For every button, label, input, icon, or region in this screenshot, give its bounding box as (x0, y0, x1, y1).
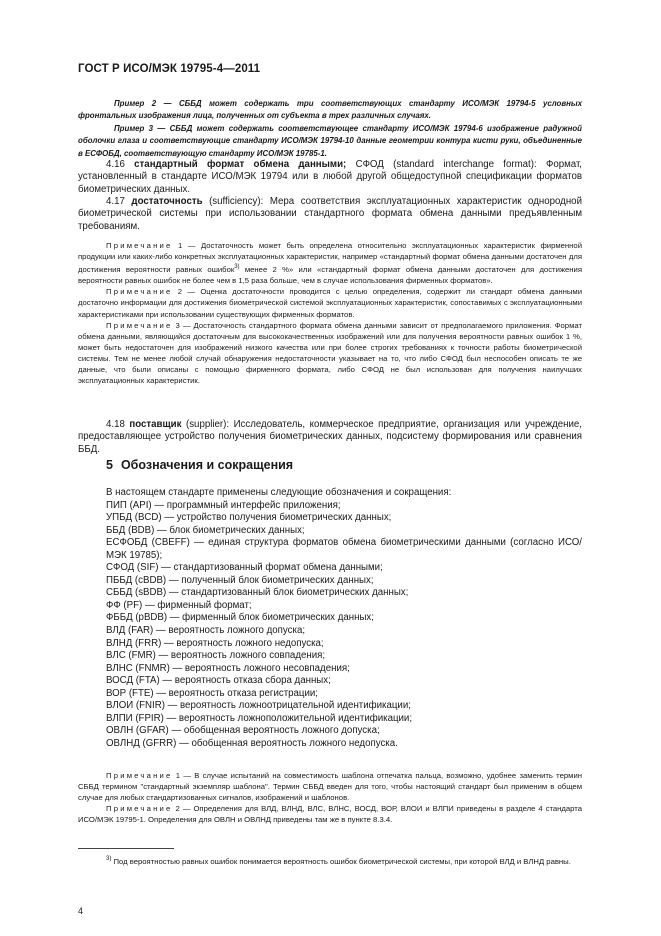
note-text: 2 — Определения для ВЛД, ВЛНД, ВЛС, ВЛНС, ВОСД, ВОР, ВЛОИ и ВЛПИ приведены в разделе 4 стандарта ИСО/МЭК 19795-1. Определения для ОВЛН и ОВЛНД приведены там же в пункте 8.3.4. (78, 804, 582, 825)
note-label: Примечание (106, 771, 173, 780)
list-item: ПББД (cBDB) — полученный блок биометрических данных; (106, 574, 374, 586)
list-item: ББД (BDB) — блок биометрических данных; (106, 524, 305, 536)
note-2 (78, 803, 582, 825)
note-1 (78, 770, 582, 803)
list-intro: В настоящем стандарте применены следующие обозначения и сокращения: (106, 487, 452, 498)
list-item: УПБД (BCD) — устройство получения биометрических данных; (106, 512, 392, 524)
list-item: ВЛНС (FNMR) — вероятность ложного несовпадения; (106, 662, 350, 674)
note-2 (78, 286, 582, 319)
term-4-18 (78, 419, 582, 456)
footnote-mark: 3) (106, 856, 112, 862)
footnote (78, 853, 582, 868)
term-definition: (supplier): Исследователь, коммерческое предприятие, организация или учреждение, предоставляющее устройство получения биометрических данных, подсистему формирования или сравнения ББД. (78, 419, 582, 455)
notes-4-17 (78, 240, 582, 386)
page-number: 4 (78, 906, 84, 916)
note-3 (78, 320, 582, 387)
note-label: Примечание (106, 241, 173, 250)
footnote-text: Под вероятностью равных ошибок понимается вероятность ошибок биометрической системы, при которой ВЛД и ВЛНД равны. (111, 857, 571, 866)
note-text: 3 — Достаточность стандартного формата обмена данными зависит от предполагаемого приложения. Формат обмена данными, являющийся достаточным для высококачественных изображений или для получения вероятности равных ошибок 1 %, может быть недостаточен для изображений низкого качества или при более строгих требованиях к точности работы биометрической системы. Тем не менее любой случай обнаружения недостаточности указывает на то, что либо СФОД был неспособен описать те же данные, что были описаны с помощью фирменного формата, либо СФОД не был использован для получения наилучших эксплуатационных характеристик. (78, 320, 582, 386)
term-name: поставщик (129, 419, 182, 430)
list-item: ВЛНД (FRR) — вероятность ложного недопуска; (106, 637, 324, 649)
list-item: ВЛПИ (FPIR) — вероятность ложноположительной идентификации; (106, 712, 413, 724)
abbreviations-list (78, 487, 582, 750)
note-1 (78, 240, 582, 286)
term-4-17 (78, 196, 582, 233)
list-item: ПИП (API) — программный интерфейс приложения; (106, 499, 341, 511)
list-item: ФФ (PF) — фирменный формат; (106, 599, 252, 611)
example-2: Пример 2 — СББД может содержать три соответствующих стандарту ИСО/МЭК 19794-5 условных фронтальных изображения лица, полученных от субъекта в трех различных случаях. (78, 99, 582, 121)
notes-section-5 (78, 770, 582, 825)
note-label: Примечание (106, 804, 173, 814)
note-label: Примечание (106, 287, 173, 297)
section-number: 5 (106, 458, 113, 472)
document-header: ГОСТ Р ИСО/МЭК 19795-4—2011 (78, 63, 261, 75)
list-item: ВЛД (FAR) — вероятность ложного допуска; (106, 625, 306, 637)
footnote-divider (78, 848, 174, 849)
note-text: 1 — В случае испытаний на совместимость шаблона отпечатка пальца, возможно, удобнее заменить термин СББД термином "стандартный экземпляр шаблона". Термин СББД введен для того, чтобы настоящий стандарт был применим в общем случае для любых стандартизованных сигналов, изображений и шаблонов. (78, 771, 582, 803)
section-heading (106, 458, 293, 472)
note-text: 1 — Достаточность может быть определена относительно эксплуатационных характеристик фирменной продукции или каких-либо конкретных эксплуатационных характеристик, например «стандартный формат обмена данными достаточен для достижения вероятности равных ошибок (78, 241, 582, 275)
note-text: 2 — Оценка достаточности проводится с целью определения, содержит ли стандарт обмена данными достаточно информации для достижения биометрической системой эксплуатационных характеристик, сопоставимых с эксплуатационными характеристиками при использовании существующих фирменных форматов. (78, 287, 582, 319)
list-item: ОВЛНД (GFRR) — обобщенная вероятность ложного недопуска. (106, 737, 398, 749)
list-item: ОВЛН (GFAR) — обобщенная вероятность ложного допуска; (106, 725, 380, 737)
term-number: 4.18 (106, 419, 125, 430)
term-definition: (sufficiency): Мера соответствия эксплуатационных характеристик однородной биометрической системы при использовании стандартного формата обмена данными предъявленным требованиям. (78, 196, 582, 232)
list-item: ВЛС (FMR) — вероятность ложного совпадения; (106, 650, 326, 662)
footnote-ref: 3) (234, 264, 240, 271)
list-item: ВЛОИ (FNIR) — вероятность ложноотрицательной идентификации; (106, 700, 411, 712)
list-item: ФББД (pBDB) — фирменный блок биометрических данных; (106, 612, 374, 624)
term-name: достаточность (131, 196, 203, 207)
list-item: СФОД (SIF) — стандартизованный формат обмена данными; (106, 562, 383, 574)
term-4-16 (78, 159, 582, 196)
list-item: ВОСД (FTA) — вероятность отказа сбора данных; (106, 675, 331, 687)
section-title: Обозначения и сокращения (120, 458, 294, 472)
example-3: Пример 3 — СББД может содержать соответствующее стандарту ИСО/МЭК 19794-6 изображение радужной оболочки глаза и соответствующие стандарту ИСО/МЭК 19794-10 данные геометрии контура кисти руки, объединенные в ЕСФОБД, соответствующую стандарту ИСО/МЭК 19785-1. (78, 123, 582, 158)
examples-block (78, 98, 582, 160)
list-item: ЕСФОБД (CBEFF) — единая структура форматов обмена биометрическими данными (согласно ИСО/МЭК 19785); (106, 537, 582, 561)
term-number: 4.17 (106, 196, 125, 207)
term-name: стандартный формат обмена данными; (134, 159, 347, 170)
term-number: 4.16 (106, 159, 125, 170)
list-item: ВОР (FTE) — вероятность отказа регистрации; (106, 687, 318, 699)
list-item: СББД (sBDB) — стандартизованный блок биометрических данных; (106, 587, 409, 599)
note-label: Примечание (106, 320, 173, 330)
term-definition: СФОД (standard interchange format): Формат, установленный в стандарте ИСО/МЭК 19794 или в любой другой общедоступной спецификации форматов биометрических данных. (78, 159, 582, 195)
note-text-tail: менее 2 %» или «стандартный формат обмена данными достаточен для достижения вероятности равных ошибок не более чем в 1,5 раза больше, чем в случае использования фирменных форматов». (78, 265, 582, 286)
